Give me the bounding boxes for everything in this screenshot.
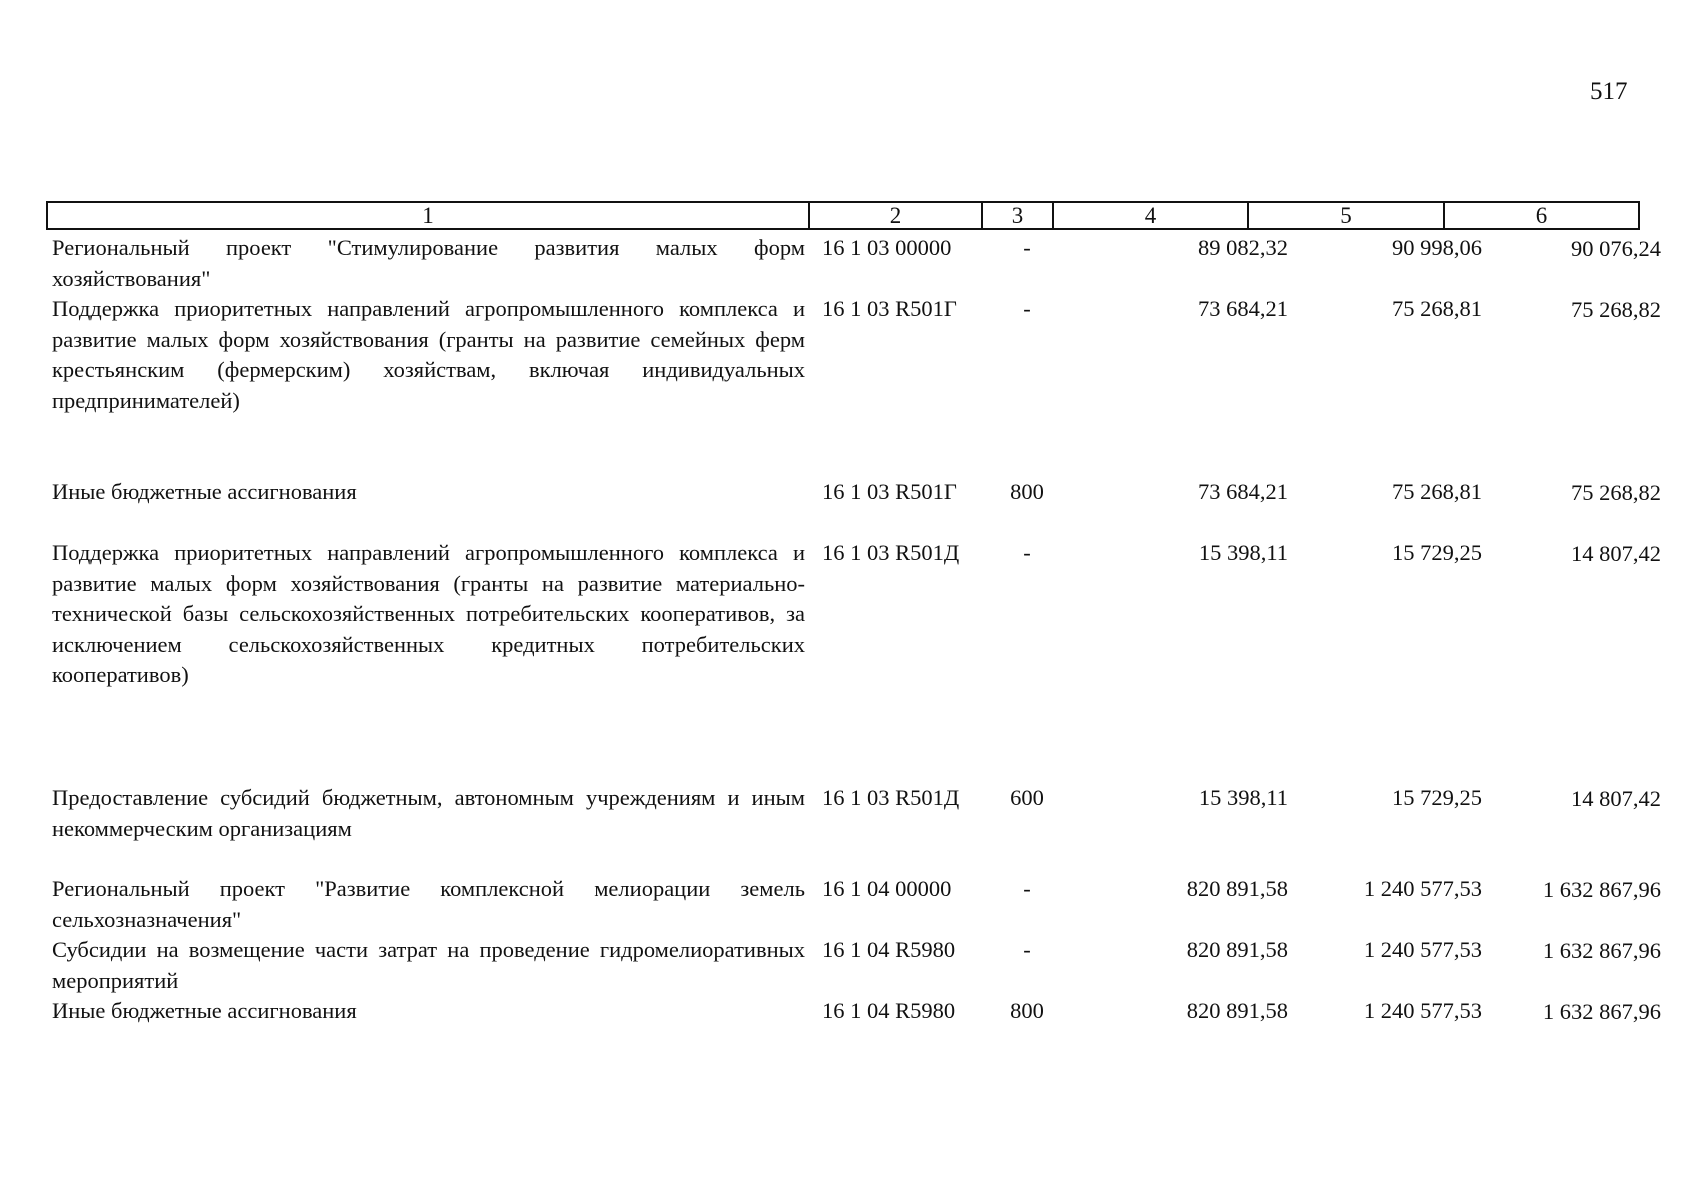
- row-name: Региональный проект "Стимулирование развития малых форм хозяйствования": [52, 235, 805, 291]
- row-code: 16 1 03 R501Д: [822, 540, 960, 565]
- row-type: -: [1023, 937, 1031, 962]
- row-value-3: 75 268,82: [1571, 480, 1661, 505]
- column-header-3: 3: [982, 202, 1053, 229]
- row-value-2: 15 729,25: [1392, 785, 1482, 810]
- row-value-3: 1 632 867,96: [1542, 877, 1661, 902]
- row-code: 16 1 03 R501Г: [822, 479, 957, 504]
- row-type: -: [1023, 876, 1031, 901]
- row-name: Региональный проект "Развитие комплексной мелиорации земель сельхозназначения": [52, 876, 805, 932]
- row-value-2: 90 998,06: [1392, 235, 1482, 260]
- row-code: 16 1 04 00000: [822, 876, 952, 901]
- row-name: Иные бюджетные ассигнования: [52, 998, 357, 1023]
- row-type: -: [1023, 235, 1031, 260]
- row-value-2: 1 240 577,53: [1363, 998, 1482, 1023]
- row-type: 800: [1010, 479, 1044, 504]
- row-code: 16 1 03 00000: [822, 235, 952, 260]
- row-value-3: 14 807,42: [1571, 786, 1661, 811]
- column-header-table: [46, 201, 1640, 230]
- row-name: Поддержка приоритетных направлений агропромышленного комплекса и развитие малых форм хозяйствования (гранты на развитие материально-технической базы сельскохозяйственных потребительских кооперативов, за исключением сельскохозяйственных кредитных потребительских кооперативов): [52, 540, 805, 687]
- row-value-1: 820 891,58: [1186, 876, 1288, 901]
- row-value-2: 1 240 577,53: [1363, 937, 1482, 962]
- row-code: 16 1 04 R5980: [822, 937, 956, 962]
- column-header-5: 5: [1248, 202, 1444, 229]
- row-value-3: 75 268,82: [1571, 297, 1661, 322]
- page-number: 517: [1590, 78, 1628, 105]
- row-type: 600: [1010, 785, 1044, 810]
- row-value-2: 1 240 577,53: [1363, 876, 1482, 901]
- row-name: Предоставление субсидий бюджетным, автономным учреждениям и иным некоммерческим организациям: [52, 785, 805, 841]
- row-value-1: 15 398,11: [1198, 785, 1288, 810]
- row-type: 800: [1010, 998, 1044, 1023]
- row-value-1: 15 398,11: [1198, 540, 1288, 565]
- row-value-2: 15 729,25: [1392, 540, 1482, 565]
- row-value-3: 90 076,24: [1571, 236, 1661, 261]
- column-header-1: 1: [47, 202, 809, 229]
- row-code: 16 1 04 R5980: [822, 998, 956, 1023]
- row-value-1: 89 082,32: [1198, 235, 1288, 260]
- row-value-3: 14 807,42: [1571, 541, 1661, 566]
- row-value-3: 1 632 867,96: [1542, 999, 1661, 1024]
- row-value-2: 75 268,81: [1392, 479, 1482, 504]
- row-name: Субсидии на возмещение части затрат на проведение гидромелиоративных мероприятий: [52, 937, 805, 993]
- column-header-row: [47, 202, 1639, 229]
- column-header-6: 6: [1444, 202, 1639, 229]
- row-value-1: 73 684,21: [1198, 479, 1288, 504]
- column-header-4: 4: [1053, 202, 1248, 229]
- row-value-2: 75 268,81: [1392, 296, 1482, 321]
- row-value-3: 1 632 867,96: [1542, 938, 1661, 963]
- row-code: 16 1 03 R501Д: [822, 785, 960, 810]
- row-type: -: [1023, 296, 1031, 321]
- row-code: 16 1 03 R501Г: [822, 296, 957, 321]
- row-value-1: 73 684,21: [1198, 296, 1288, 321]
- row-type: -: [1023, 540, 1031, 565]
- column-header-2: 2: [809, 202, 982, 229]
- row-value-1: 820 891,58: [1186, 998, 1288, 1023]
- row-value-1: 820 891,58: [1186, 937, 1288, 962]
- row-name: Иные бюджетные ассигнования: [52, 479, 357, 504]
- row-name: Поддержка приоритетных направлений агропромышленного комплекса и развитие малых форм хозяйствования (гранты на развитие семейных ферм крестьянским (фермерским) хозяйствам, включая индивидуальных предпринимателей): [52, 296, 805, 413]
